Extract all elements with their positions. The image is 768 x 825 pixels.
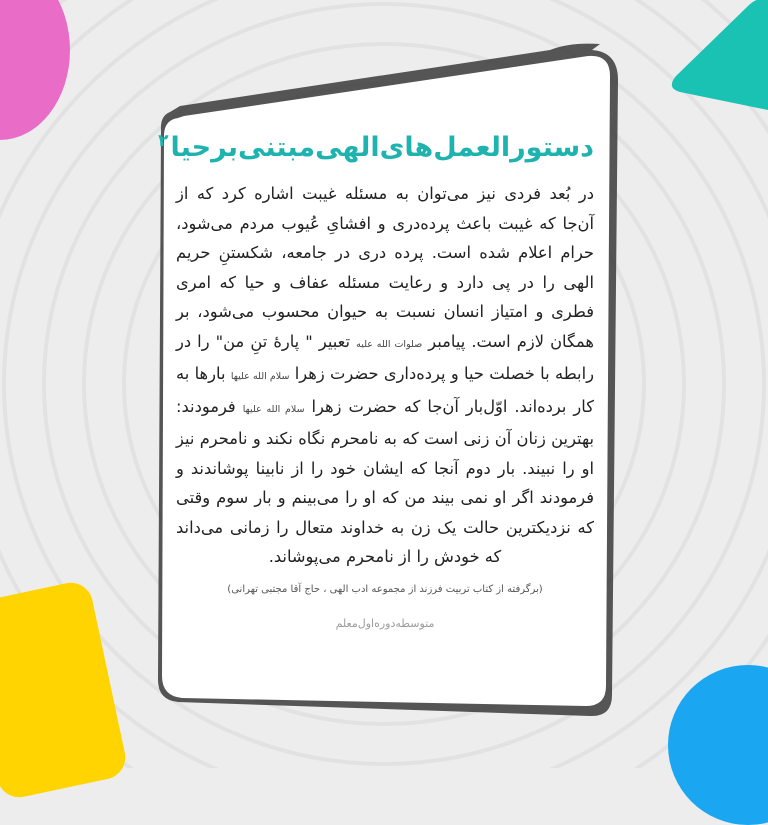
footer-credit: متوسطه‌دوره‌اول‌معلم xyxy=(335,616,435,630)
body-text-part-3: بارها به کار برده‌اند. اوّل‌بار آن‌جا که حضرت زهرا xyxy=(176,364,594,416)
honorific-zahra-2: سلام الله علیها xyxy=(242,403,305,415)
card-title xyxy=(158,116,594,173)
honorific-prophet: صلوات الله علیه xyxy=(356,338,423,350)
honorific-zahra-1: سلام الله علیها xyxy=(230,371,290,382)
teal-triangle-decoration xyxy=(668,0,768,120)
body-paragraph xyxy=(176,179,594,572)
body-text-part-2: تعبیر " پارهٔ تنِ من" را در رابطه با خصلت حیا و پرده‌داری حضرت زهرا xyxy=(176,331,594,383)
body-text-part-1: در بُعد فردی نیز می‌توان به مسئله غیبت اشاره کرد که از آن‌جا که غیبت باعث پرده‌دری و افشایِ عُیوب مردم می‌شود، حرام اعلام شده است. پرده دری در جامعه، شکستنِ حریم الهی را در پی دارد و رعایت مسئله عفاف و حیا که امری فطری و امتیاز انسان نسبت به حیوان محسوب می‌شود، بر همگان لازم است. پیامبر xyxy=(176,184,594,351)
title-number: ۲ xyxy=(158,131,169,151)
source-citation: (برگرفته از کتاب تربیت فرزند از مجموعه ادب الهی ، حاج آقا مجتبی تهرانی) xyxy=(227,583,543,595)
title-text: دستورالعمل‌های‌الهی‌مبتنی‌بر‌حیا xyxy=(170,132,594,163)
card-content xyxy=(158,110,600,680)
body-text-part-4: فرمودند: بهترین زنان آن زنی است که به نامحرم نگاه نکند و نامحرم نیز او را نبیند. بار دوم آنجا که ایشان خود را از نابینا پوشاندند و فرمودند اگر او نمی بیند من که او را می‌بینم و بار سوم وقتی که نزدیکترین حالت یک زن به خداوند متعال را زمانی می‌داند که خودش را از نامحرم می‌پوشاند. xyxy=(176,396,594,566)
